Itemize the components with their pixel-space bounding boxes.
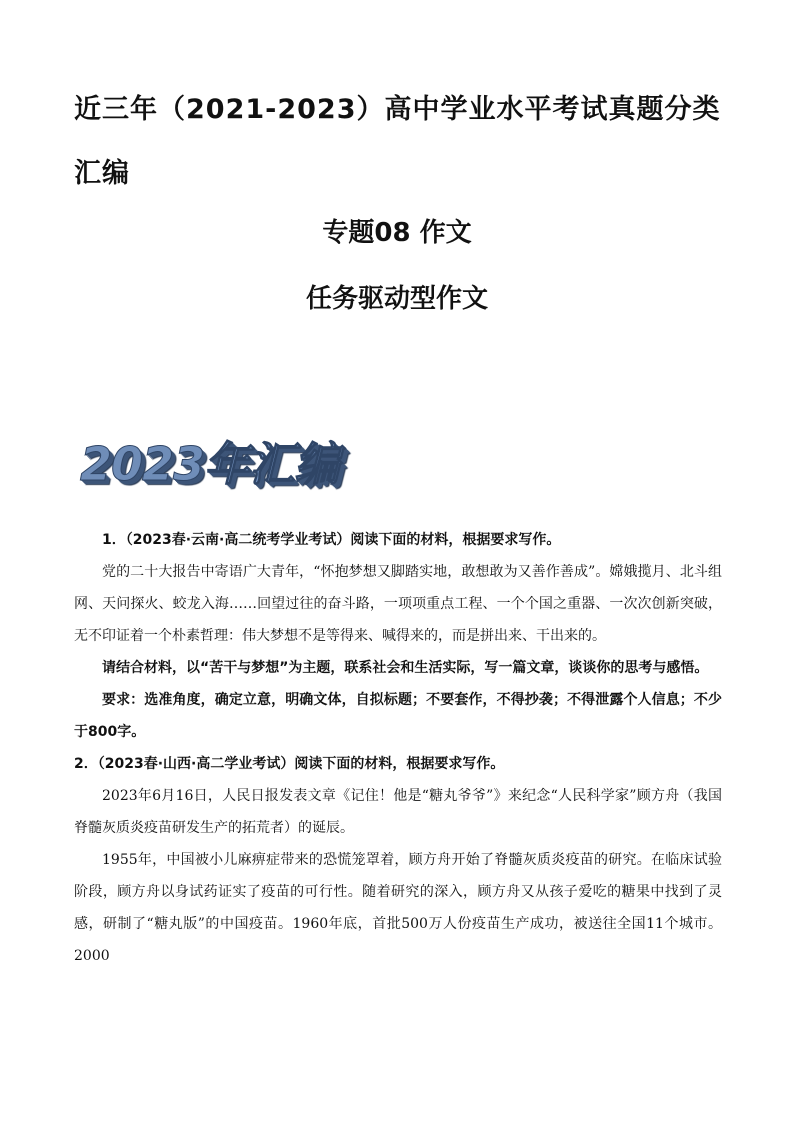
- questions-body: [74, 524, 722, 972]
- year-section-banner: 2023年汇编: [80, 437, 340, 491]
- question-1-requirement: 要求：选准角度，确定立意，明确文体，自拟标题；不要套作，不得抄袭；不得泄露个人信息；不少于800字。: [74, 692, 722, 740]
- question-2: [74, 748, 722, 972]
- question-2-material-2: 1955年，中国被小儿麻痹症带来的恐慌笼罩着，顾方舟开始了脊髓灰质炎疫苗的研究。在临床试验阶段，顾方舟以身试药证实了疫苗的可行性。随着研究的深入，顾方舟又从孩子爱吃的糖果中找到了灵感，研制了“糖丸版”的中国疫苗。1960年底，首批500万人份疫苗生产成功，被送往全国11个城市。2000: [74, 852, 722, 964]
- question-1-task: 请结合材料，以“苦干与梦想”为主题，联系社会和生活实际，写一篇文章，谈谈你的思考与感悟。: [102, 660, 709, 676]
- question-1-heading: 1．（2023春·云南·高二统考学业考试）阅读下面的材料，根据要求写作。: [102, 532, 561, 548]
- topic-subtitle: 专题08 作文: [322, 218, 472, 248]
- question-2-heading: 2．（2023春·山西·高二学业考试）阅读下面的材料，根据要求写作。: [74, 756, 505, 772]
- question-1-material: 党的二十大报告中寄语广大青年，“怀抱梦想又脚踏实地，敢想敢为又善作善成”。嫦娥揽月、北斗组网、天问探火、蛟龙入海……回望过往的奋斗路，一项项重点工程、一个个国之重器、一次次创新突破，无不印证着一个朴素哲理：伟大梦想不是等得来、喊得来的，而是拼出来、干出来的。: [74, 564, 722, 644]
- question-1: [74, 524, 722, 748]
- question-2-material-1: 2023年6月16日，人民日报发表文章《记住！他是“糖丸爷爷”》来纪念“人民科学家”顾方舟（我国脊髓灰质炎疫苗研发生产的拓荒者）的诞辰。: [74, 788, 722, 836]
- type-subtitle: 任务驱动型作文: [305, 284, 488, 314]
- page-title: 近三年（2021-2023）高中学业水平考试真题分类汇编: [74, 94, 721, 189]
